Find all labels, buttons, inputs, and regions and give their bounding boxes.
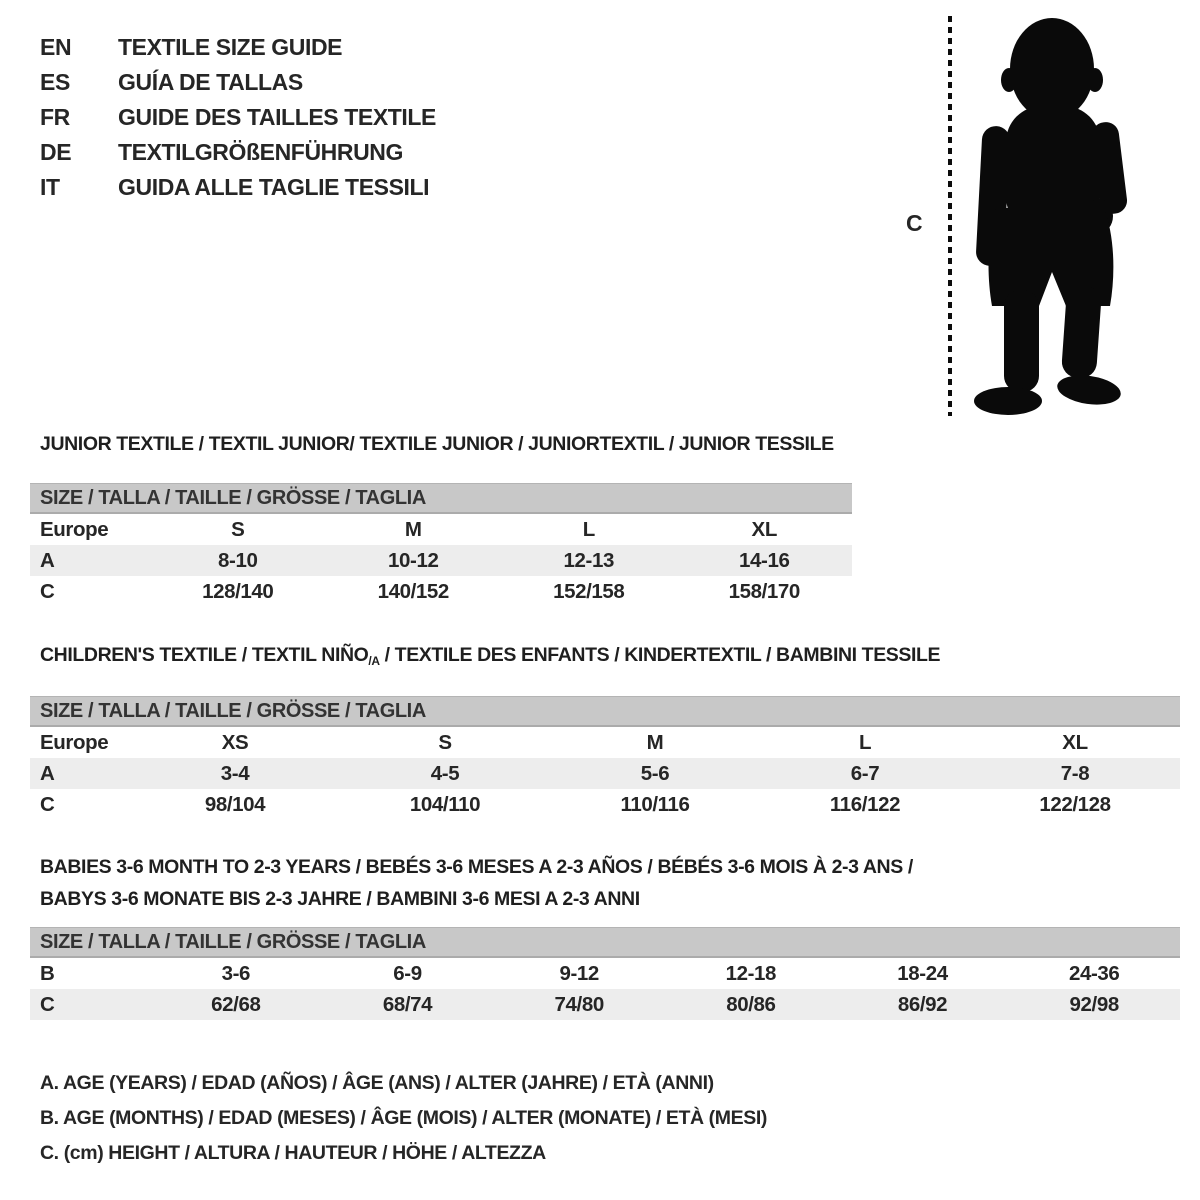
- months-cell: 3-6: [221, 961, 251, 985]
- height-cell: 92/98: [1069, 992, 1119, 1016]
- height-dashed-line: [948, 16, 952, 416]
- height-cell: 128/140: [202, 579, 274, 603]
- language-label: TEXTILGRÖßENFÜHRUNG: [118, 139, 403, 165]
- table-row-height: [30, 576, 852, 607]
- row-label: C: [40, 579, 55, 603]
- height-measure-label: C: [906, 210, 923, 236]
- legend-notes: [40, 1066, 767, 1171]
- size-cell: M: [404, 517, 422, 541]
- table-row-age: [30, 545, 852, 576]
- age-cell: 3-4: [220, 761, 250, 785]
- height-cell: 152/158: [553, 579, 625, 603]
- junior-section-title: JUNIOR TEXTILE / TEXTIL JUNIOR/ TEXTILE JUNIOR / JUNIORTEXTIL / JUNIOR TESSILE: [40, 433, 834, 455]
- title-part-sub: /A: [368, 654, 380, 668]
- language-label: GUIDE DES TAILLES TEXTILE: [118, 104, 436, 130]
- height-cell: 86/92: [897, 992, 948, 1016]
- size-header-bar: SIZE / TALLA / TAILLE / GRÖSSE / TAGLIA: [30, 696, 1180, 727]
- note-height-cm: C. (cm) HEIGHT / ALTURA / HAUTEUR / HÖHE / ALTEZZA: [40, 1142, 546, 1164]
- age-cell: 6-7: [850, 761, 880, 785]
- age-cell: 10-12: [388, 548, 439, 572]
- height-cell: 68/74: [382, 992, 433, 1016]
- language-row-fr: [40, 100, 436, 135]
- row-label: A: [40, 548, 55, 572]
- age-cell: 12-13: [563, 548, 614, 572]
- size-cell: XL: [1062, 730, 1088, 754]
- language-row-de: [40, 135, 436, 170]
- height-cell: 104/110: [409, 792, 481, 816]
- language-code: EN: [40, 34, 72, 60]
- language-code: IT: [40, 174, 60, 200]
- row-label: C: [40, 792, 55, 816]
- size-cell: S: [231, 517, 245, 541]
- height-cell: 62/68: [211, 992, 261, 1016]
- babies-section-title: [30, 851, 1180, 915]
- size-cell: XL: [751, 517, 777, 541]
- babies-textile-section: [30, 851, 1180, 1020]
- language-label: TEXTILE SIZE GUIDE: [118, 34, 343, 60]
- height-cell: 74/80: [554, 992, 604, 1016]
- size-header-bar: SIZE / TALLA / TAILLE / GRÖSSE / TAGLIA: [30, 483, 852, 514]
- size-cell: L: [582, 517, 595, 541]
- size-header-bar: SIZE / TALLA / TAILLE / GRÖSSE / TAGLIA: [30, 927, 1180, 958]
- table-row-europe: [30, 514, 852, 545]
- months-cell: 9-12: [559, 961, 599, 985]
- language-row-it: [40, 170, 436, 205]
- height-cell: 122/128: [1039, 792, 1111, 816]
- size-cell: S: [438, 730, 452, 754]
- childrens-size-table: [30, 696, 1180, 820]
- height-cell: 158/170: [728, 579, 800, 603]
- age-cell: 14-16: [739, 548, 790, 572]
- note-age-years: A. AGE (YEARS) / EDAD (AÑOS) / ÂGE (ANS) / ALTER (JAHRE) / ETÀ (ANNI): [40, 1072, 714, 1094]
- age-cell: 8-10: [218, 548, 258, 572]
- months-cell: 6-9: [393, 961, 422, 985]
- table-row-months: [30, 958, 1180, 989]
- row-label: Europe: [40, 517, 109, 541]
- age-cell: 7-8: [1060, 761, 1090, 785]
- height-cell: 116/122: [829, 792, 901, 816]
- language-code: FR: [40, 104, 70, 130]
- height-cell: 98/104: [204, 792, 266, 816]
- size-cell: XS: [221, 730, 249, 754]
- language-label: GUIDA ALLE TAGLIE TESSILI: [118, 174, 430, 200]
- table-row-age: [30, 758, 1180, 789]
- row-label: Europe: [40, 730, 109, 754]
- babies-size-table: [30, 927, 1180, 1020]
- title-line: BABYS 3-6 MONATE BIS 2-3 JAHRE / BAMBINI 3-6 MESI A 2-3 ANNI: [40, 888, 640, 910]
- note-age-months: B. AGE (MONTHS) / EDAD (MESES) / ÂGE (MOIS) / ALTER (MONATE) / ETÀ (MESI): [40, 1107, 767, 1129]
- table-row-height: [30, 789, 1180, 820]
- language-label: GUÍA DE TALLAS: [118, 69, 303, 95]
- junior-textile-section: [30, 433, 852, 607]
- height-cell: 140/152: [377, 579, 449, 603]
- months-cell: 18-24: [897, 961, 948, 985]
- table-row-europe: [30, 727, 1180, 758]
- language-row-en: [40, 30, 436, 65]
- row-label: B: [40, 961, 55, 985]
- language-row-es: [40, 65, 436, 100]
- size-cell: L: [858, 730, 872, 754]
- language-code: DE: [40, 139, 72, 165]
- height-cell: 110/116: [620, 792, 690, 816]
- size-cell: M: [646, 730, 664, 754]
- row-label: C: [40, 992, 55, 1016]
- childrens-textile-section: [30, 644, 1180, 820]
- childrens-section-title: [30, 644, 1180, 673]
- language-code: ES: [40, 69, 70, 95]
- age-cell: 5-6: [640, 761, 670, 785]
- title-part: CHILDREN'S TEXTILE / TEXTIL NIÑO: [40, 644, 369, 666]
- junior-size-table: [30, 483, 852, 607]
- months-cell: 12-18: [725, 961, 777, 985]
- table-row-height: [30, 989, 1180, 1020]
- title-part: / TEXTILE DES ENFANTS / KINDERTEXTIL / BAMBINI TESSILE: [379, 644, 941, 666]
- toddler-silhouette-icon: [962, 14, 1142, 420]
- height-cell: 80/86: [726, 992, 776, 1016]
- language-title-list: [40, 30, 436, 205]
- row-label: A: [40, 761, 55, 785]
- title-line: BABIES 3-6 MONTH TO 2-3 YEARS / BEBÉS 3-6 MESES A 2-3 AÑOS / BÉBÉS 3-6 MOIS À 2-3 ANS /: [40, 856, 913, 878]
- age-cell: 4-5: [430, 761, 460, 785]
- months-cell: 24-36: [1068, 961, 1120, 985]
